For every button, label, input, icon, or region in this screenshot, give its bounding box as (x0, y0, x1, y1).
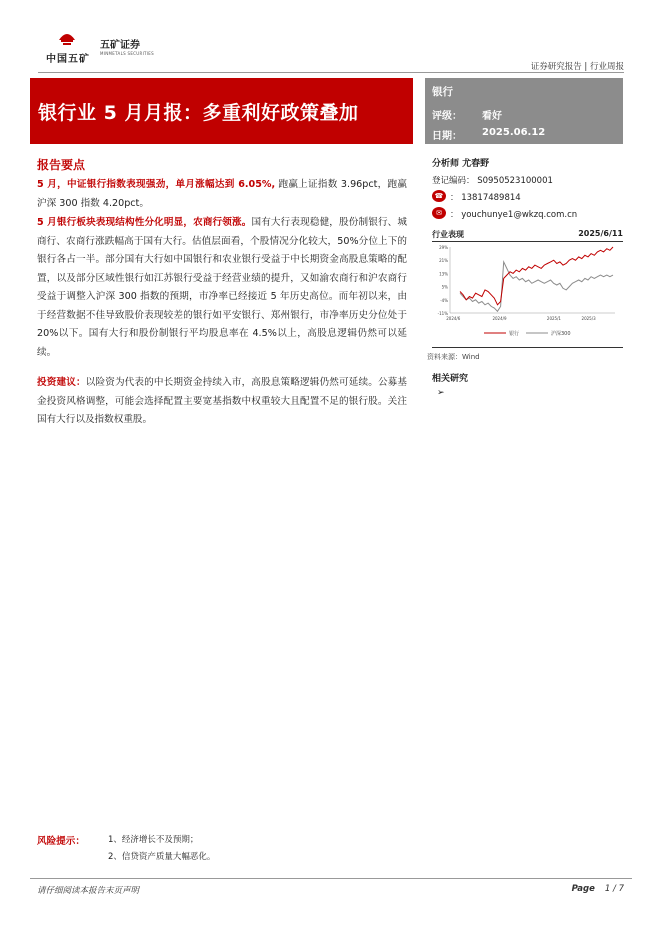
sector-name: 银行 (432, 86, 453, 98)
p2-highlight: 5 月银行板块表现结构性分化明显，农商行领涨。 (37, 217, 252, 228)
chart-header-rule (432, 241, 623, 242)
rating-label: 评级： (432, 111, 462, 122)
date-label: 日期： (432, 131, 462, 142)
rating-value: 看好 (482, 111, 502, 122)
x-tick-label: 2024/6 (446, 316, 461, 321)
chart-plot (432, 243, 623, 345)
risk-heading: 风险提示： (37, 836, 85, 847)
y-tick-label: -11% (437, 311, 448, 316)
series-line-csi300 (460, 262, 613, 311)
company-logo (40, 30, 160, 66)
x-tick-label: 2025/1 (546, 316, 561, 321)
risk-item-2: 2、信贷资产质量大幅恶化。 (108, 852, 216, 862)
minmetals-logo-icon (58, 30, 76, 46)
advice-label: 投资建议： (37, 377, 86, 388)
p2-text: 国有大行表现稳健，股份制银行、城商行、农商行涨跌幅高于国有大行。估值层面看，个股情况分化较大，50%分位上下的银行各占一半。部分国有大行如中国银行和农业银行受益于中长期资金高股息策略的配置，以及部分区域性银行如江苏银行受益于经营业绩的提升，又如渝农商行和沪农商行受益于调整入沪深 300 指数的预期，市净率已经接近 5 年历史高位。而年初以来，由于经营数据不佳导致股价表现较差的银行如平安银行、郑州银行，市净率历史分位处于 20%以下。国有大行和股份制银行平均股息率在 4.5%以上，高股息逻辑仍然可以延续。 (37, 217, 408, 358)
analyst-email[interactable]: ： youchunye1@wkzq.com.cn (450, 210, 578, 220)
logo-brand-name: 五矿证券 (100, 40, 140, 51)
legend-label: 沪深300 (551, 330, 571, 337)
email-icon: ✉ (432, 207, 446, 219)
risk-item-1: 1、经济增长不及预期； (108, 835, 199, 845)
footer-disclaimer: 请仔细阅读本报告末页声明 (37, 886, 140, 896)
chart-date: 2025/6/11 (578, 229, 623, 238)
phone-icon: ☎ (432, 190, 446, 202)
logo-brand-english: MINMETALS SECURITIES (100, 51, 154, 56)
report-type: 证券研究报告 | 行业周报 (530, 62, 624, 72)
summary-paragraph-1 (37, 176, 407, 213)
rating-box (425, 78, 623, 144)
summary-paragraph-2 (37, 214, 407, 362)
report-title: 银行业 5 月月报：多重利好政策叠加 (38, 102, 359, 124)
p1-text: 跑赢上证指数 3.96pct，跑赢沪深 300 指数 4.20pct。 (37, 179, 407, 209)
date-row (432, 127, 546, 142)
analyst-name: 分析师 尤春野 (432, 159, 490, 169)
legend-label: 银行 (509, 330, 520, 337)
y-tick-label: -4% (440, 297, 448, 303)
x-tick-label: 2024/9 (492, 316, 507, 321)
page-number: 1 / 7 (604, 884, 624, 894)
analyst-phone: ： 13817489814 (450, 193, 521, 203)
y-tick-label: 21% (439, 258, 448, 264)
related-research-bullet: ➢ (437, 388, 445, 398)
chart-title: 行业表现 (432, 230, 464, 239)
x-tick-label: 2025/3 (581, 316, 596, 321)
y-tick-label: 29% (439, 245, 448, 250)
advice-text: 以险资为代表的中长期资金持续入市，高股息策略逻辑仍然可延续。公募基金投资风格调整，可能会选择配置主要宽基指数中权重较大且配置不足的银行股。关注国有大行以及指数权重股。 (37, 377, 408, 425)
logo-company-name: 中国五矿 (46, 54, 90, 65)
page-indicator (572, 884, 624, 894)
page-label: Page (571, 884, 595, 894)
y-tick-label: 13% (439, 271, 448, 277)
summary-heading: 报告要点 (37, 158, 86, 172)
analyst-registration: 登记编码： S0950523100001 (432, 176, 553, 186)
industry-performance-chart (432, 229, 623, 348)
header-divider (38, 72, 624, 73)
rating-row (432, 107, 502, 122)
series-line-bank (460, 247, 613, 305)
y-tick-label: 5% (441, 284, 448, 290)
related-research-heading: 相关研究 (432, 374, 469, 384)
chart-source: 资料来源：Wind (427, 353, 480, 361)
p1-highlight: 5 月，中证银行指数表现强劲，单月涨幅达到 6.05%, (37, 179, 276, 190)
title-banner (30, 78, 413, 144)
chart-bottom-rule (432, 347, 623, 348)
date-value: 2025.06.12 (482, 127, 546, 138)
investment-advice-paragraph (37, 374, 407, 430)
footer-divider (30, 878, 632, 879)
